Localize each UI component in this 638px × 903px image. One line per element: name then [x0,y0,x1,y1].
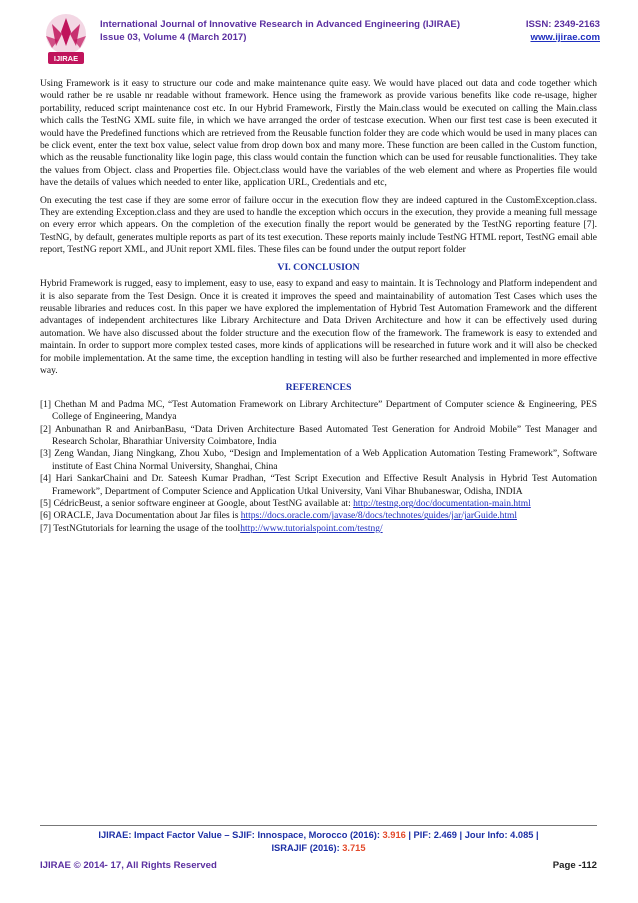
article-body [40,78,597,535]
impact-line-2 [40,842,597,855]
reference-text: [7] TestNGtutorials for learning the usage of the tool [40,523,241,534]
reference-text: [1] Chethan M and Padma MC, “Test Automation Framework on Library Architecture” Department of Computer science & Engineering, PES College of Engineering, Mandya [40,399,597,423]
website-link[interactable]: www.ijirae.com [530,32,600,43]
reference-item [40,473,597,498]
page-header [40,8,600,68]
impact-mid: | PIF: 2.469 | Jour Info: 4.085 | [405,830,539,840]
journal-title [100,18,460,44]
body-paragraph-2: On executing the test case if they are some error of failure occur in the execution flow they are indeed captured in the CustomException.class. They are extending Exception.class and they are used to handle the exception which occurs in the execution, they provide a meaning full message on every error which appears. On the completion of the execution finally the report would be generated by the TestNG reporting feature [7]. TestNG, by default, generates multiple reports as part of its test execution. These reports mainly include TestNG HTML report, TestNG email able report, TestNG report XML, and JUnit report XML files. These files can be found under the output report folder [40,195,597,256]
reference-item [40,498,597,510]
references-heading: REFERENCES [285,382,352,394]
israjif-value: 3.715 [342,843,366,853]
israjif-prefix: ISRAJIF (2016): [271,843,343,853]
reference-text: [4] Hari SankarChaini and Dr. Sateesh Kumar Pradhan, “Test Script Execution and Effective Result Analysis in Hybrid Test Automation Framework”, Department of Computer Science and Application Utkal University, Vani Vihar Bhubaneswar, Odisha, INDIA [40,474,597,497]
reference-text: [5] CédricBeust, a senior software engineer at Google, about TestNG available at: [40,499,354,509]
page-bottom [40,860,597,871]
reference-text: [6] ORACLE, Java Documentation about Jar files is [40,511,241,522]
reference-text: [3] Zeng Wandan, Jiang Ningkang, Zhou Xubo, “Design and Implementation of a Web Application Automation Testing Framework”, Software institute of East China Normal University, Shanghai, China [40,449,597,472]
reference-item [40,424,597,449]
conclusion-paragraph: Hybrid Framework is rugged, easy to implement, easy to use, easy to expand and easy to maintain. It is Technology and Platform independent and it is also separate from the Test Design. Once it is created it improves the speed and maintainability of automation Test Cases which uses the reusable libraries and reduces cost. In this paper we have explored the implementation of Hybrid Test Automation Framework and the different advantages of independent architectures like Library Architecture and Data Driven Architecture and how it can be effectively used during automation. We have also discussed about the folder structure and the execution flow of the framework. The framework is easy to extended and maintain. In order to support more complex tested cases, more kinds of applications will be researched in future work and it will also be checked for mobile implementation. At the same time, the exception handling in testing will also be further researched and implemented in more effective way. [40,279,597,376]
reference-link[interactable]: https://docs.oracle.com/javase/8/docs/technotes/guides/jar/jarGuide.html [240,511,518,522]
issn-number: ISSN: 2349-2163 [525,19,600,30]
references-list [40,399,597,535]
reference-link[interactable]: http://www.tutorialspoint.com/testng/ [240,523,383,534]
journal-logo [40,10,92,68]
page-number: Page -112 [552,860,597,871]
reference-item [40,523,597,535]
conclusion-heading: VI. CONCLUSION [277,261,360,273]
reference-item [40,399,597,424]
footer-divider [40,825,597,826]
impact-line-1 [40,829,597,842]
reference-text: [2] Anbunathan R and AnirbanBasu, “Data Driven Architecture Based Automated Test Generation for Android Mobile” Test Manager and Research Scholar, Bharathiar University Coimbatore, India [40,424,597,447]
sjif-value: 3.916 [382,830,406,840]
journal-name: International Journal of Innovative Research in Advanced Engineering (IJIRAE) [100,19,461,30]
issn-block [526,18,600,44]
reference-link[interactable]: http://testng.org/doc/documentation-main.html [353,499,531,509]
impact-factor-footer [40,829,597,855]
journal-issue: Issue 03, Volume 4 (March 2017) [100,32,247,43]
impact-prefix: IJIRAE: Impact Factor Value – SJIF: Innospace, Morocco (2016): [98,830,383,840]
reference-item [40,448,597,473]
body-paragraph-1: Using Framework is it easy to structure our code and make maintenance quite easy. We would have placed out data and code together which would rather be re usable nr readable without framework. Hence using the framework as provide various benefits like code re-usage, higher portability, reduced script maintenance cost etc. In our Hybrid Framework, Firstly the Main.class would be executed on calling the Main.class which calls the TestNG XML suite file, in which we have arranged the order of testcase execution. When our first test case is been executed it would have the Predefined functions which are retrieved from the Reusable function folder they are code which would be used in many places can be click event, enter the text box value, select value from drop down box and many more. These function are been called in the Custom function, which as the reusable functionality like login page, this class would contain the function which can be used for reusable functionalities. They take the values from Object. class and Properties file. Object.class would have the variables of the web element and where as Properties file would have the details of values which needed to enter like, application URL, Credentials and etc, [40,79,597,189]
logo-text: IJIRAE [53,54,79,63]
reference-item [40,510,597,522]
copyright-text: IJIRAE © 2014- 17, All Rights Reserved [40,860,217,871]
